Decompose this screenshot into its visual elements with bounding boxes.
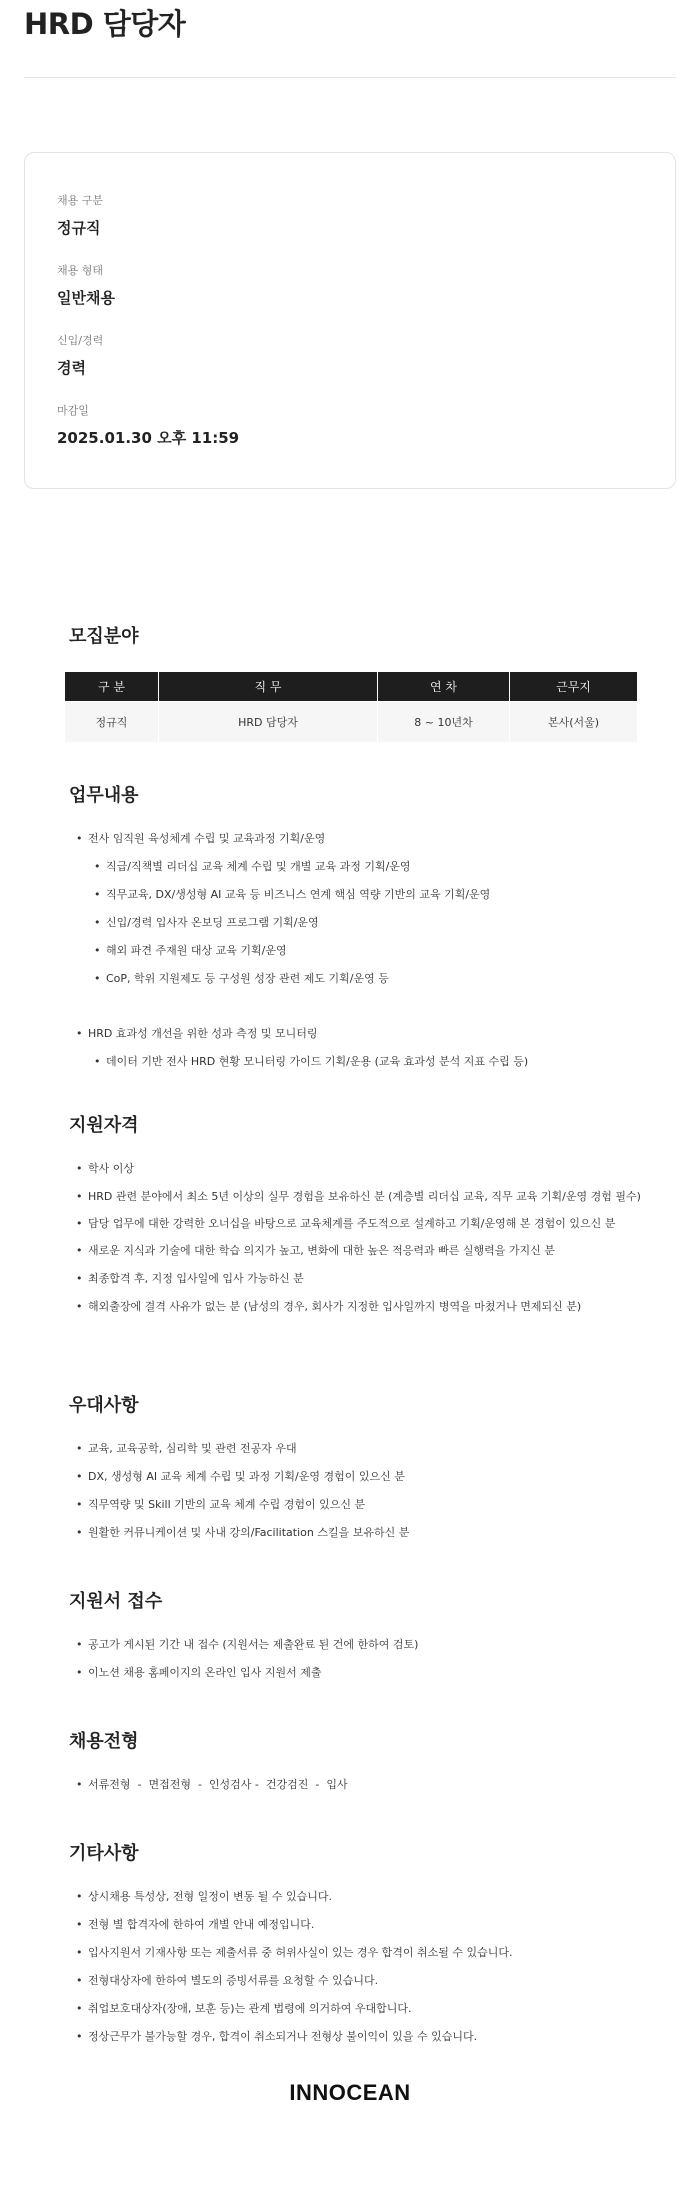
table-header-cell: 직 무 bbox=[159, 672, 377, 701]
list-item: • 데이터 기반 전사 HRD 현황 모니터링 가이드 기획/운용 (교육 효과성 분석 지표 수립 등) bbox=[92, 1055, 644, 1069]
list-item: • 담당 업무에 대한 강력한 오너십을 바탕으로 교육체계를 주도적으로 설계하고 기획/운영해 본 경험이 있으신 분 bbox=[74, 1217, 644, 1231]
list-item: • 해외출장에 결격 사유가 없는 분 (남성의 경우, 회사가 지정한 입사일까지 병역을 마쳤거나 면제되신 분) bbox=[74, 1300, 644, 1314]
info-label: 신입/경력 bbox=[57, 334, 104, 347]
info-value: 일반채용 bbox=[57, 289, 115, 307]
duties-list bbox=[74, 832, 644, 1069]
section-title-recruit-field: 모집분야 bbox=[69, 626, 139, 647]
list-item: • 이노션 채용 홈페이지의 온라인 입사 지원서 제출 bbox=[74, 1666, 644, 1680]
table-header-cell: 근무지 bbox=[510, 672, 637, 701]
recruit-field-table bbox=[64, 672, 638, 742]
info-value: 경력 bbox=[57, 359, 86, 377]
list-item: • 직급/직책별 리더십 교육 체계 수립 및 개별 교육 과정 기획/운영 bbox=[92, 860, 644, 874]
preferences-list bbox=[74, 1442, 644, 1540]
list-item: • 교육, 교육공학, 심리학 및 관련 전공자 우대 bbox=[74, 1442, 644, 1456]
list-item: • 서류전형 - 면접전형 - 인성검사 - 건강검진 - 입사 bbox=[74, 1778, 644, 1792]
info-employment-category bbox=[57, 193, 103, 238]
list-item: • 직무역량 및 Skill 기반의 교육 체계 수립 경험이 있으신 분 bbox=[74, 1498, 644, 1512]
section-title-application: 지원서 접수 bbox=[69, 1591, 163, 1612]
list-item: • 전형 별 합격자에 한하여 개별 안내 예정입니다. bbox=[74, 1918, 644, 1932]
page-title: HRD 담당자 bbox=[24, 7, 186, 41]
table-cell: 정규직 bbox=[65, 701, 158, 742]
list-item: • 최종합격 후, 지정 입사일에 입사 가능하신 분 bbox=[74, 1272, 644, 1286]
list-item: • 신입/경력 입사자 온보딩 프로그램 기획/운영 bbox=[92, 916, 644, 930]
table-row bbox=[65, 701, 637, 742]
process-list bbox=[74, 1778, 644, 1792]
list-item: • 직무교육, DX/생성형 AI 교육 등 비즈니스 연계 핵심 역량 기반의 교육 기획/운영 bbox=[92, 888, 644, 902]
info-value: 정규직 bbox=[57, 219, 101, 237]
info-employment-type bbox=[57, 263, 115, 308]
innocean-logo: INNOCEAN bbox=[289, 2080, 411, 2105]
list-item: • 원활한 커뮤니케이션 및 사내 강의/Facilitation 스킬을 보유하신 분 bbox=[74, 1526, 644, 1540]
section-title-duties: 업무내용 bbox=[69, 785, 139, 806]
table-header-cell: 연 차 bbox=[378, 672, 509, 701]
info-value: 2025.01.30 오후 11:59 bbox=[57, 429, 240, 447]
info-label: 마감일 bbox=[57, 404, 89, 417]
application-list bbox=[74, 1638, 644, 1680]
list-item: • 상시채용 특성상, 전형 일정이 변동 될 수 있습니다. bbox=[74, 1890, 644, 1904]
info-label: 채용 형태 bbox=[57, 264, 104, 277]
list-item: • 정상근무가 불가능할 경우, 합격이 취소되거나 전형상 불이익이 있을 수 있습니다. bbox=[74, 2030, 644, 2044]
etc-list bbox=[74, 1890, 644, 2044]
info-deadline bbox=[57, 403, 239, 448]
table-cell: 8 ~ 10년차 bbox=[378, 701, 509, 742]
section-title-process: 채용전형 bbox=[69, 1731, 139, 1752]
list-item: • 전사 임직원 육성체계 수립 및 교육과정 기획/운영 bbox=[74, 832, 644, 846]
list-item: • HRD 효과성 개선을 위한 성과 측정 및 모니터링 bbox=[74, 1027, 644, 1041]
table-cell: HRD 담당자 bbox=[159, 701, 377, 742]
title-divider bbox=[24, 77, 676, 78]
list-item: • HRD 관련 분야에서 최소 5년 이상의 실무 경험을 보유하신 분 (계층별 리더십 교육, 직무 교육 기획/운영 경험 필수) bbox=[74, 1190, 644, 1204]
table-header-row bbox=[65, 672, 637, 701]
table-header-cell: 구 분 bbox=[65, 672, 158, 701]
list-item: • 입사지원서 기재사항 또는 제출서류 중 허위사실이 있는 경우 합격이 취소될 수 있습니다. bbox=[74, 1946, 644, 1960]
list-item: • 공고가 게시된 기간 내 접수 (지원서는 제출완료 된 건에 한하여 검토) bbox=[74, 1638, 644, 1652]
list-item: • 취업보호대상자(장애, 보훈 등)는 관계 법령에 의거하여 우대합니다. bbox=[74, 2002, 644, 2016]
info-label: 채용 구분 bbox=[57, 194, 104, 207]
list-item: • DX, 생성형 AI 교육 체계 수립 및 과정 기획/운영 경험이 있으신 분 bbox=[74, 1470, 644, 1484]
list-item: • 해외 파견 주재원 대상 교육 기획/운영 bbox=[92, 944, 644, 958]
list-item: • 학사 이상 bbox=[74, 1162, 644, 1176]
section-title-etc: 기타사항 bbox=[69, 1843, 139, 1864]
section-title-preferences: 우대사항 bbox=[69, 1395, 139, 1416]
table-cell: 본사(서울) bbox=[510, 701, 637, 742]
list-item: • CoP, 학위 지원제도 등 구성원 성장 관련 제도 기획/운영 등 bbox=[92, 972, 644, 986]
section-title-qualifications: 지원자격 bbox=[69, 1115, 139, 1136]
job-info-card bbox=[24, 152, 676, 489]
list-item: • 전형대상자에 한하여 별도의 증빙서류를 요청할 수 있습니다. bbox=[74, 1974, 644, 1988]
qualifications-list bbox=[74, 1162, 644, 1314]
info-career-level bbox=[57, 333, 103, 378]
list-item: • 새로운 지식과 기술에 대한 학습 의지가 높고, 변화에 대한 높은 적응력과 빠른 실행력을 가지신 분 bbox=[74, 1244, 644, 1258]
